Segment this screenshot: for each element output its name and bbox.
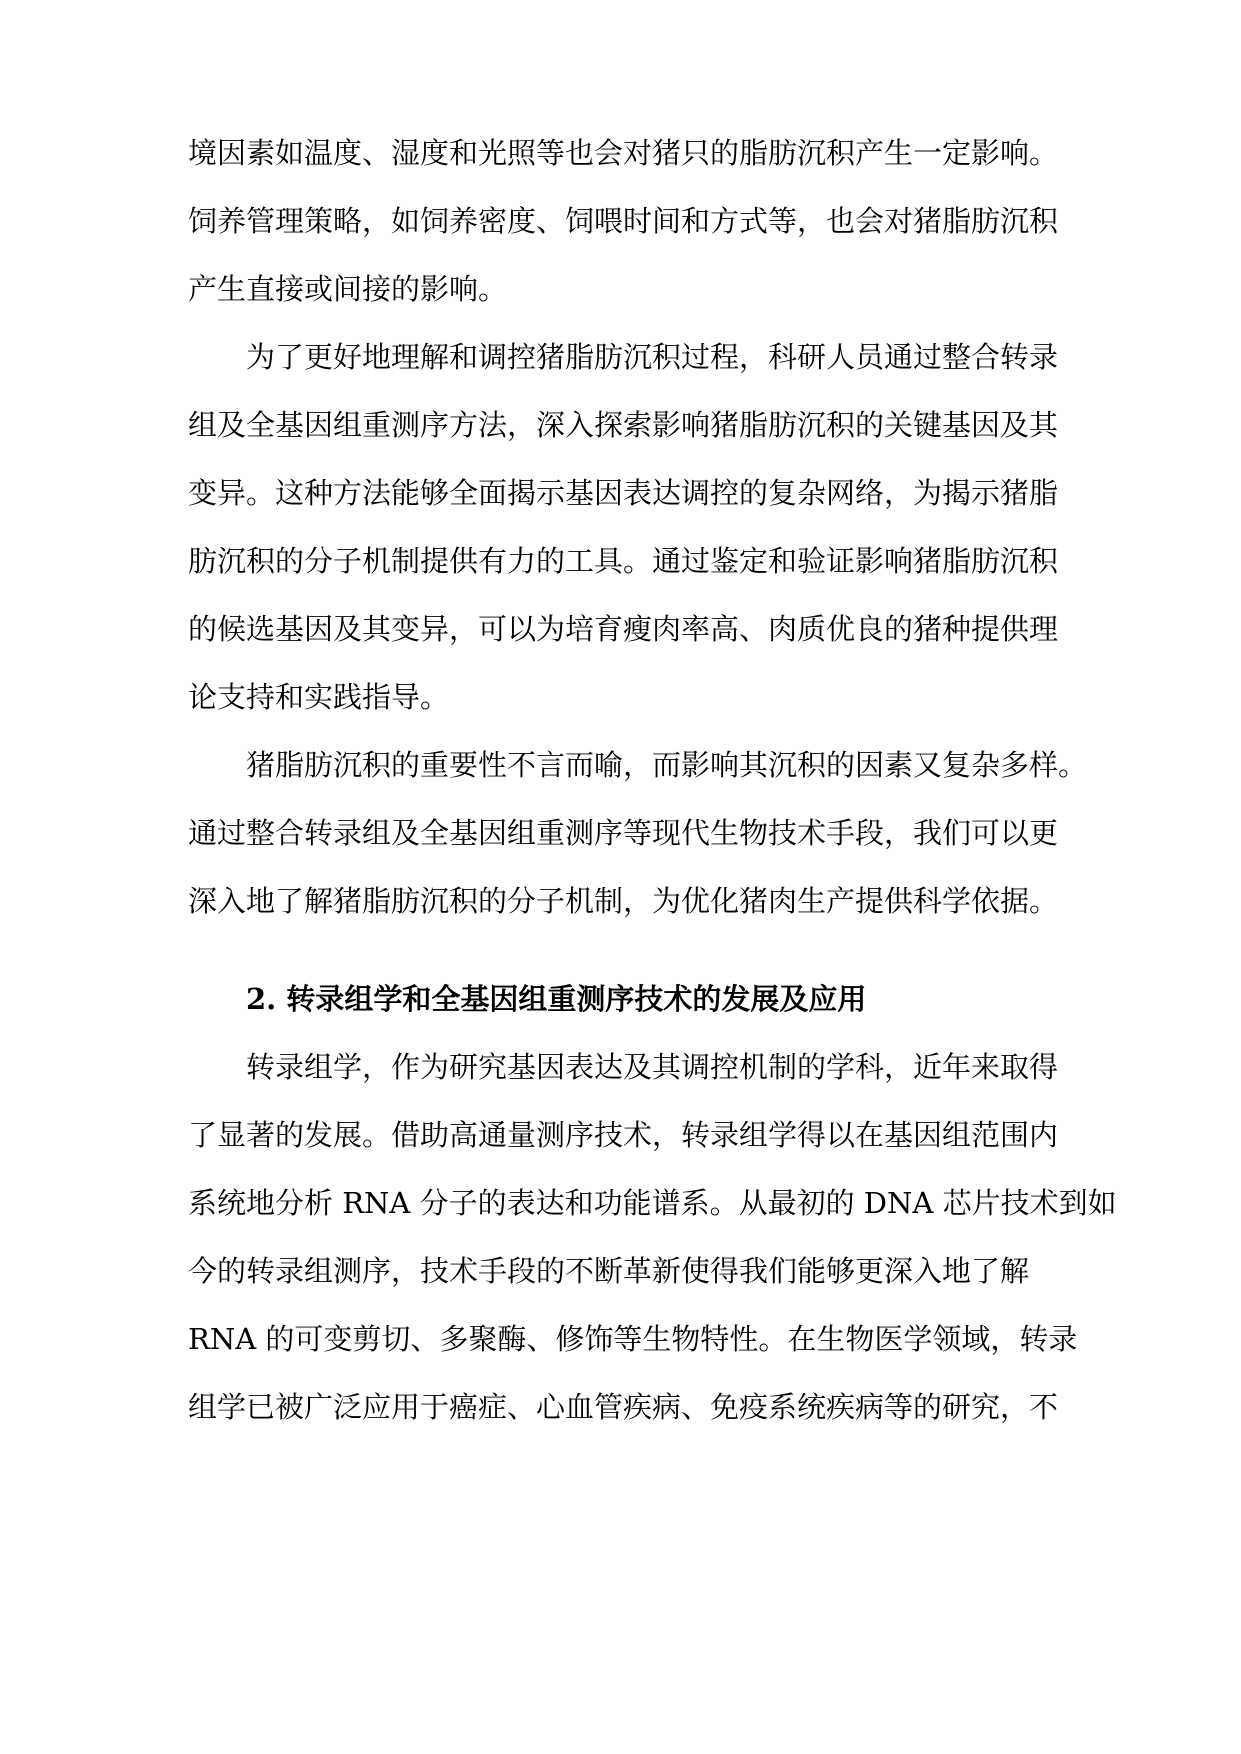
paragraph-4-line-6: 组学已被广泛应用于癌症、心血管疾病、免疫系统疾病等的研究，不	[188, 1390, 1059, 1424]
paragraph-1-line-1: 境因素如温度、湿度和光照等也会对猪只的脂肪沉积产生一定影响。	[188, 136, 1059, 170]
paragraph-3-line-1: 猪脂肪沉积的重要性不言而喻，而影响其沉积的因素又复杂多样。	[246, 748, 1088, 782]
section-heading: 2. 转录组学和全基因组重测序技术的发展及应用	[246, 982, 867, 1016]
paragraph-1-line-2: 饲养管理策略，如饲养密度、饲喂时间和方式等，也会对猪脂肪沉积	[188, 204, 1059, 238]
paragraph-2-line-4: 肪沉积的分子机制提供有力的工具。通过鉴定和验证影响猪脂肪沉积	[188, 544, 1059, 578]
paragraph-2-line-1: 为了更好地理解和调控猪脂肪沉积过程，科研人员通过整合转录	[246, 340, 1059, 374]
paragraph-1-line-3: 产生直接或间接的影响。	[188, 272, 508, 306]
paragraph-3-line-3: 深入地了解猪脂肪沉积的分子机制，为优化猪肉生产提供科学依据。	[188, 884, 1059, 918]
paragraph-4-line-3: 系统地分析 RNA 分子的表达和功能谱系。从最初的 DNA 芯片技术到如	[188, 1186, 1117, 1220]
paragraph-4-line-1: 转录组学，作为研究基因表达及其调控机制的学科，近年来取得	[246, 1050, 1059, 1084]
paragraph-4-line-4: 今的转录组测序，技术手段的不断革新使得我们能够更深入地了解	[188, 1254, 1030, 1288]
paragraph-3-line-2: 通过整合转录组及全基因组重测序等现代生物技术手段，我们可以更	[188, 816, 1059, 850]
paragraph-2-line-6: 论支持和实践指导。	[188, 680, 450, 714]
paragraph-2-line-3: 变异。这种方法能够全面揭示基因表达调控的复杂网络，为揭示猪脂	[188, 476, 1059, 510]
paragraph-4-line-2: 了显著的发展。借助高通量测序技术，转录组学得以在基因组范围内	[188, 1118, 1059, 1152]
paragraph-2-line-5: 的候选基因及其变异，可以为培育瘦肉率高、肉质优良的猪种提供理	[188, 612, 1059, 646]
paragraph-4-line-5: RNA 的可变剪切、多聚酶、修饰等生物特性。在生物医学领域，转录	[188, 1322, 1078, 1356]
paragraph-2-line-2: 组及全基因组重测序方法，深入探索影响猪脂肪沉积的关键基因及其	[188, 408, 1059, 442]
